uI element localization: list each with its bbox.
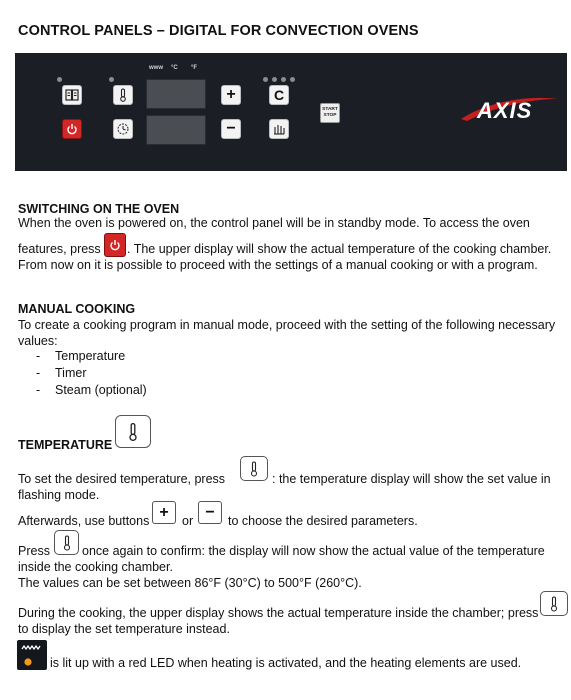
power-icon	[66, 123, 78, 135]
switching-line-2b: . The upper display will show the actual temperature of the cooking chamber.	[127, 242, 552, 256]
list-item: - Steam (optional)	[36, 383, 147, 397]
led-indicator	[290, 77, 295, 82]
list-item: - Temperature	[36, 349, 126, 363]
manual-line-1: To create a cooking program in manual mode, proceed with the setting of the following necessary	[18, 318, 556, 332]
temperature-p4: The values can be set between 86°F (30°C) to 500°F (260°C).	[18, 576, 362, 590]
led-indicator	[109, 77, 114, 82]
switching-line-2a: features, press	[18, 242, 101, 256]
minus-button[interactable]: −	[221, 119, 241, 139]
temperature-p5a: During the cooking, the upper display shows the actual temperature inside the chamber; press	[18, 606, 539, 620]
thermometer-icon	[249, 461, 259, 477]
control-panel	[15, 53, 567, 171]
thermometer-icon	[118, 88, 128, 102]
heating-led-indicator	[17, 640, 47, 670]
minus-button-inline: −	[198, 501, 222, 524]
thermometer-button-inline	[115, 415, 151, 448]
list-item: - Timer	[36, 366, 87, 380]
temperature-p3c: inside the cooking chamber.	[18, 560, 173, 574]
led-indicator	[263, 77, 268, 82]
thermometer-icon	[127, 422, 139, 442]
switching-line-1: When the oven is powered on, the control panel will be in standby mode. To access the oven	[18, 216, 530, 230]
thermometer-button-inline	[54, 530, 79, 555]
start-label: START	[322, 107, 338, 112]
led-indicator	[281, 77, 286, 82]
thermometer-icon	[62, 535, 72, 551]
led-indicator	[272, 77, 277, 82]
timer-button[interactable]	[113, 119, 133, 139]
temperature-p1c: flashing mode.	[18, 488, 100, 502]
temperature-p1a: To set the desired temperature, press	[18, 472, 226, 486]
led-indicator	[57, 77, 62, 82]
temperature-p6: is lit up with a red LED when heating is activated, and the heating elements are used.	[50, 656, 522, 670]
heating-symbol: ᴡᴡᴡ	[149, 65, 164, 71]
clean-button[interactable]: C	[269, 85, 289, 105]
switching-line-3: From now on it is possible to proceed with the settings of a manual cooking or with a program.	[18, 258, 538, 272]
switching-heading: SWITCHING ON THE OVEN	[18, 202, 180, 216]
page-title: CONTROL PANELS – DIGITAL FOR CONVECTION OVENS	[18, 23, 419, 39]
temperature-p3a: Press	[18, 544, 50, 558]
power-button[interactable]	[62, 119, 82, 139]
fahrenheit-symbol: °F	[191, 65, 198, 71]
power-icon	[109, 239, 121, 251]
clock-icon	[116, 122, 130, 136]
lower-display	[146, 115, 206, 145]
temperature-p5b: to display the set temperature instead.	[18, 622, 230, 636]
axis-logo-text: AXIS	[477, 98, 533, 123]
stop-label: STOP	[323, 113, 337, 118]
program-book-button[interactable]	[62, 85, 82, 105]
book-icon	[65, 89, 79, 101]
manual-values-list	[36, 348, 147, 399]
thermometer-icon	[549, 596, 559, 612]
celsius-symbol: °C	[171, 65, 178, 71]
steam-icon	[272, 122, 286, 136]
manual-line-2: values:	[18, 334, 58, 348]
temperature-p3b: once again to confirm: the display will now show the actual value of the temperature	[82, 544, 545, 558]
temperature-heading: TEMPERATURE	[18, 438, 113, 452]
upper-display	[146, 79, 206, 109]
thermometer-button-inline	[540, 591, 568, 616]
plus-button-inline: +	[152, 501, 176, 524]
power-button-inline	[104, 233, 126, 257]
temperature-p2b: or	[182, 514, 194, 528]
heating-icon	[17, 640, 47, 670]
temperature-p1b: : the temperature display will show the set value in	[272, 472, 551, 486]
plus-button[interactable]: +	[221, 85, 241, 105]
start-stop-button[interactable]	[320, 103, 340, 123]
temperature-button[interactable]	[113, 85, 133, 105]
manual-heading: MANUAL COOKING	[18, 302, 136, 316]
steam-button[interactable]	[269, 119, 289, 139]
temperature-p2a: Afterwards, use buttons	[18, 514, 150, 528]
temperature-p2c: to choose the desired parameters.	[228, 514, 418, 528]
thermometer-button-inline	[240, 456, 268, 481]
